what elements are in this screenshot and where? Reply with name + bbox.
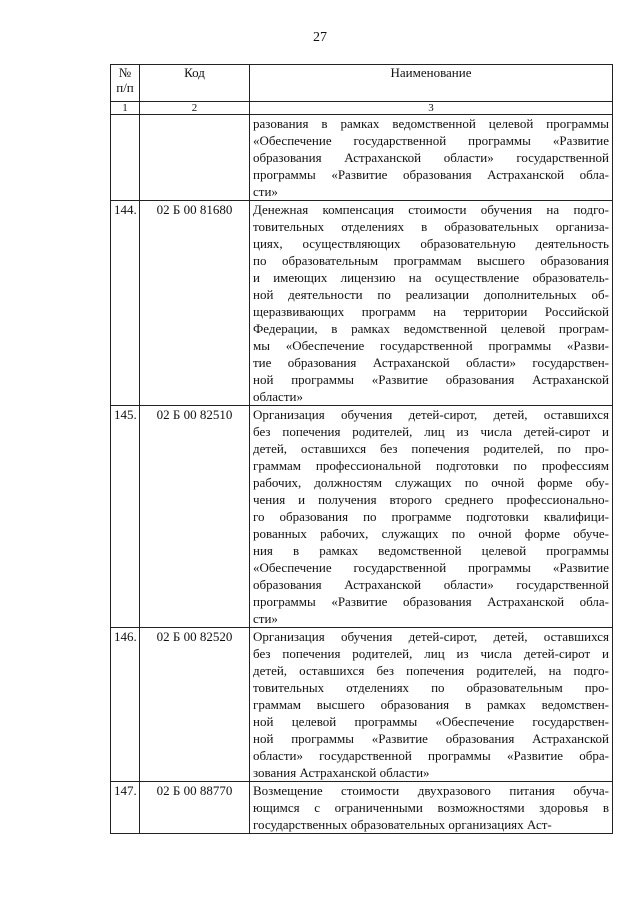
item-name-line: граммам высшего образования в рамках ведомствен- <box>253 697 609 712</box>
item-name <box>250 628 613 782</box>
item-name-line: Организация обучения детей-сирот, детей, оставшихся <box>253 407 609 422</box>
item-name-line: тие образования Астраханской области» государствен- <box>253 355 609 370</box>
item-name-line: программы «Развитие образования Астраханской обла- <box>253 167 609 182</box>
item-name-line: ной деятельности по реализации дополнительных об- <box>253 287 609 302</box>
item-name-line: щеразвивающих программ на территории Российской <box>253 304 609 319</box>
item-name-line: детей, оставшихся без попечения родителей, на подго- <box>253 663 609 678</box>
table-row <box>111 406 613 628</box>
item-name-line: ной программы «Развитие образования Астраханской <box>253 731 609 746</box>
item-name-line: сти» <box>253 184 278 199</box>
item-name-line: ной целевой программы «Обеспечение государствен- <box>253 714 609 729</box>
item-name-line: Денежная компенсация стоимости обучения на подго- <box>253 202 609 217</box>
item-name-line: зования Астраханской области» <box>253 765 430 780</box>
item-name-line: детей, оставшихся без попечения родителей, по про- <box>253 441 609 456</box>
item-name <box>250 406 613 628</box>
table-row <box>111 201 613 406</box>
item-name <box>250 201 613 406</box>
item-name-line: разования в рамках ведомственной целевой программы <box>253 116 609 131</box>
item-name-line: по образовательным программам высшего образования <box>253 253 609 268</box>
item-name-line: Возмещение стоимости двухразового питания обуча- <box>253 783 609 798</box>
row-number: 147. <box>111 782 140 834</box>
item-name-line: области» государственной программы «Развитие обра- <box>253 748 609 763</box>
budget-code: 02 Б 00 88770 <box>140 782 250 834</box>
item-name-line: области» <box>253 389 303 404</box>
table-header-row <box>111 65 613 102</box>
item-name-line: мы «Обеспечение государственной программы «Разви- <box>253 338 609 353</box>
budget-code: 02 Б 00 82510 <box>140 406 250 628</box>
item-name-line: чения и получения второго среднего профессионально- <box>253 492 609 507</box>
item-name-line: товительных отделениях по образовательным про- <box>253 680 609 695</box>
item-name-line: граммам профессиональной подготовки по профессиям <box>253 458 609 473</box>
item-name-line: без попечения родителей, лиц из числа детей-сирот и <box>253 424 609 439</box>
column-number-row <box>111 102 613 115</box>
item-name-line: без попечения родителей, лиц из числа детей-сирот и <box>253 646 609 661</box>
item-name-line: Федерации, в рамках ведомственной целевой програм- <box>253 321 609 336</box>
item-name-line: «Обеспечение государственной программы «Развитие <box>253 560 609 575</box>
item-name-line: товительных отделениях в образовательных организа- <box>253 219 609 234</box>
item-name-line: го образования по программе подготовки квалифици- <box>253 509 609 524</box>
budget-code <box>140 115 250 201</box>
item-name <box>250 115 613 201</box>
header-code: Код <box>140 65 250 102</box>
table-row <box>111 115 613 201</box>
item-name-line: сти» <box>253 611 278 626</box>
column-number: 2 <box>140 102 250 115</box>
item-name-line: Организация обучения детей-сирот, детей, оставшихся <box>253 629 609 644</box>
budget-code: 02 Б 00 82520 <box>140 628 250 782</box>
item-name-line: «Обеспечение государственной программы «Развитие <box>253 133 609 148</box>
column-number: 3 <box>250 102 613 115</box>
page-number: 27 <box>313 30 327 45</box>
header-name: Наименование <box>250 65 613 102</box>
item-name-line: рованных рабочих, служащих по очной форме обуче- <box>253 526 609 541</box>
item-name-line: ющимся с ограниченными возможностями здоровья в <box>253 800 609 815</box>
header-num: № п/п <box>111 65 140 102</box>
item-name-line: государственных образовательных организациях Аст- <box>253 817 552 832</box>
row-number <box>111 115 140 201</box>
item-name-line: программы «Развитие образования Астраханской обла- <box>253 594 609 609</box>
item-name-line: ной программы «Развитие образования Астраханской <box>253 372 609 387</box>
item-name <box>250 782 613 834</box>
budget-classification-table <box>110 64 613 834</box>
item-name-line: рабочих, должностям служащих по очной форме обу- <box>253 475 609 490</box>
item-name-line: ния в рамках ведомственной целевой программы <box>253 543 609 558</box>
item-name-line: циях, осуществляющих образовательную деятельность <box>253 236 609 251</box>
item-name-line: образования Астраханской области» государственной <box>253 577 609 592</box>
table-row <box>111 782 613 834</box>
row-number: 145. <box>111 406 140 628</box>
item-name-line: образования Астраханской области» государственной <box>253 150 609 165</box>
item-name-line: и имеющих лицензию на осуществление образователь- <box>253 270 609 285</box>
row-number: 144. <box>111 201 140 406</box>
row-number: 146. <box>111 628 140 782</box>
budget-code: 02 Б 00 81680 <box>140 201 250 406</box>
table-row <box>111 628 613 782</box>
column-number: 1 <box>111 102 140 115</box>
